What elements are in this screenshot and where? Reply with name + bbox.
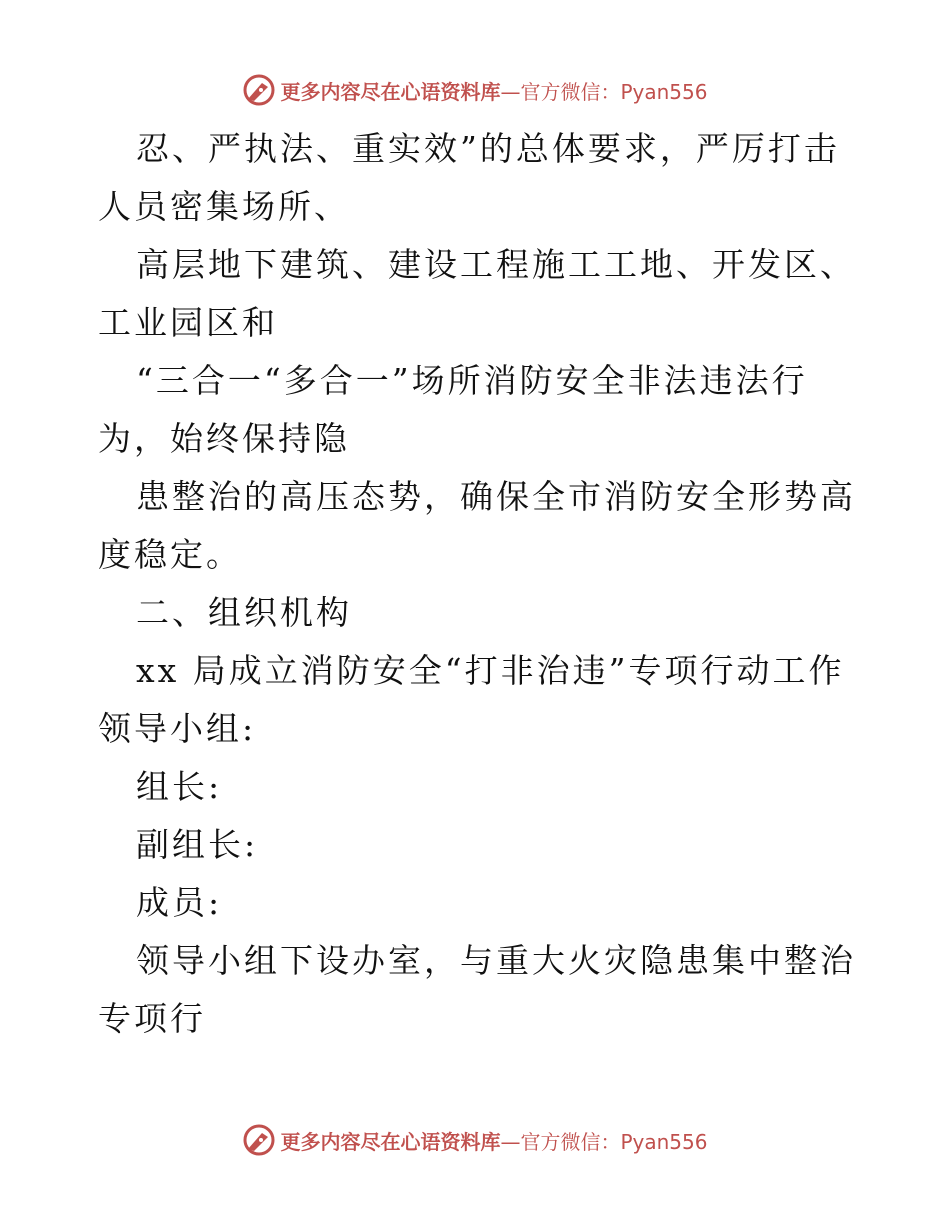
paragraph: xx 局成立消防安全“打非治违”专项行动工作领导小组: — [98, 651, 845, 748]
watermark-text: 更多内容尽在心语资料库 — [280, 79, 501, 104]
watermark-text: 更多内容尽在心语资料库 — [280, 1129, 501, 1154]
pen-nib-circle-icon — [242, 1123, 276, 1157]
footer-watermark — [0, 1120, 950, 1160]
watermark-suffix: —官方微信：Pyan556 — [500, 1129, 708, 1154]
paragraph: 患整治的高压态势，确保全市消防安全形势高度稳定。 — [98, 477, 856, 574]
paragraph: 领导小组下设办室，与重大火灾隐患集中整治专项行 — [98, 941, 856, 1038]
document-body — [98, 120, 858, 1048]
section-heading: 二、组织机构 — [136, 593, 352, 632]
paragraph: 组长: — [136, 767, 223, 806]
paragraph: “三合一“多合一”场所消防安全非法违法行为，始终保持隐 — [98, 361, 808, 458]
paragraph: 高层地下建筑、建设工程施工工地、开发区、工业园区和 — [98, 245, 856, 342]
watermark-suffix: —官方微信：Pyan556 — [500, 79, 708, 104]
paragraph: 忍、严执法、重实效”的总体要求，严厉打击人员密集场所、 — [98, 129, 840, 226]
header-watermark — [0, 70, 950, 110]
paragraph: 副组长: — [136, 825, 259, 864]
pen-nib-circle-icon — [242, 73, 276, 107]
paragraph: 成员: — [136, 883, 223, 922]
